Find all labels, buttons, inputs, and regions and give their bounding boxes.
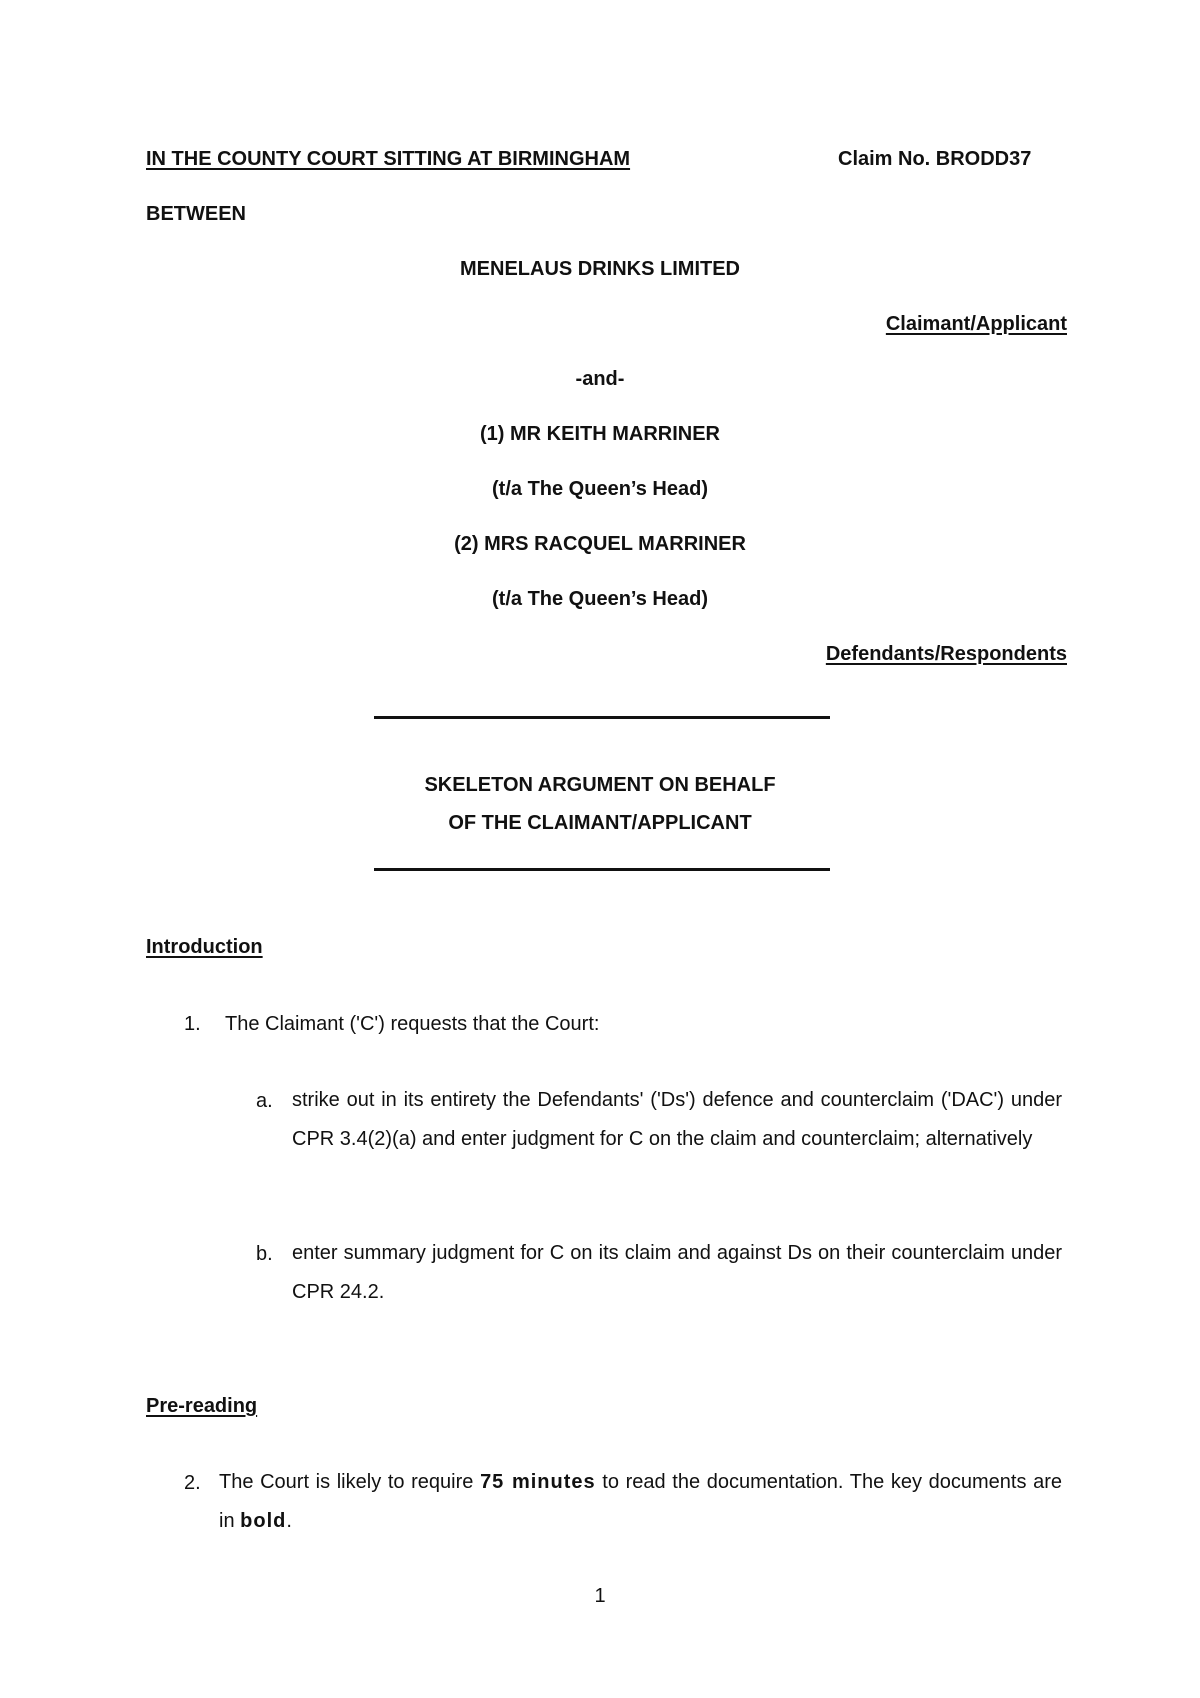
subparagraph-a-label: a. <box>256 1090 273 1112</box>
paragraph-1-number: 1. <box>184 1013 201 1035</box>
title-line-1: SKELETON ARGUMENT ON BEHALF <box>424 774 776 796</box>
between-label: BETWEEN <box>146 203 246 225</box>
and-separator: -and- <box>575 368 625 390</box>
subparagraph-b-text: enter summary judgment for C on its claim and against Ds on their counterclaim under CPR 24.2. <box>292 1242 1062 1303</box>
title-rule-bottom <box>374 868 830 871</box>
defendant-1-trading-as: (t/a The Queen’s Head) <box>492 478 708 500</box>
paragraph-1-text: The Claimant ('C') requests that the Court: <box>225 1013 600 1035</box>
title-line-2: OF THE CLAIMANT/APPLICANT <box>448 812 752 834</box>
paragraph-2-bold-word: bold <box>240 1510 287 1532</box>
court-heading: IN THE COUNTY COURT SITTING AT BIRMINGHAM <box>146 148 631 170</box>
defendant-2-trading-as: (t/a The Queen’s Head) <box>492 588 708 610</box>
claimant-name: MENELAUS DRINKS LIMITED <box>460 258 740 280</box>
paragraph-2-bold-duration: 75 minutes <box>480 1471 596 1493</box>
paragraph-2-part-2: to read the documentation. The key documents are in <box>219 1471 1063 1532</box>
paragraph-2-number: 2. <box>184 1472 201 1494</box>
defendant-1-name: (1) MR KEITH MARRINER <box>480 423 720 445</box>
paragraph-2-part-1: The Court is likely to require <box>219 1471 474 1493</box>
page-number: 1 <box>594 1585 606 1607</box>
title-rule-top <box>374 716 830 719</box>
paragraph-2-part-3: . <box>286 1510 292 1532</box>
introduction-heading: Introduction <box>146 936 263 958</box>
subparagraph-b-label: b. <box>256 1243 273 1265</box>
defendant-role: Defendants/Respondents <box>825 643 1067 665</box>
pre-reading-heading: Pre-reading <box>146 1395 258 1417</box>
claimant-role: Claimant/Applicant <box>885 313 1067 335</box>
defendant-2-name: (2) MRS RACQUEL MARRINER <box>454 533 746 555</box>
paragraph-2-text <box>219 1463 1062 1541</box>
subparagraph-a-text: strike out in its entirety the Defendants' ('Ds') defence and counterclaim ('DAC') under CPR 3.4(2)(a) and enter judgment for C on the claim and counterclaim; alternatively <box>292 1089 1062 1150</box>
claim-number: Claim No. BRODD37 <box>838 148 1032 170</box>
